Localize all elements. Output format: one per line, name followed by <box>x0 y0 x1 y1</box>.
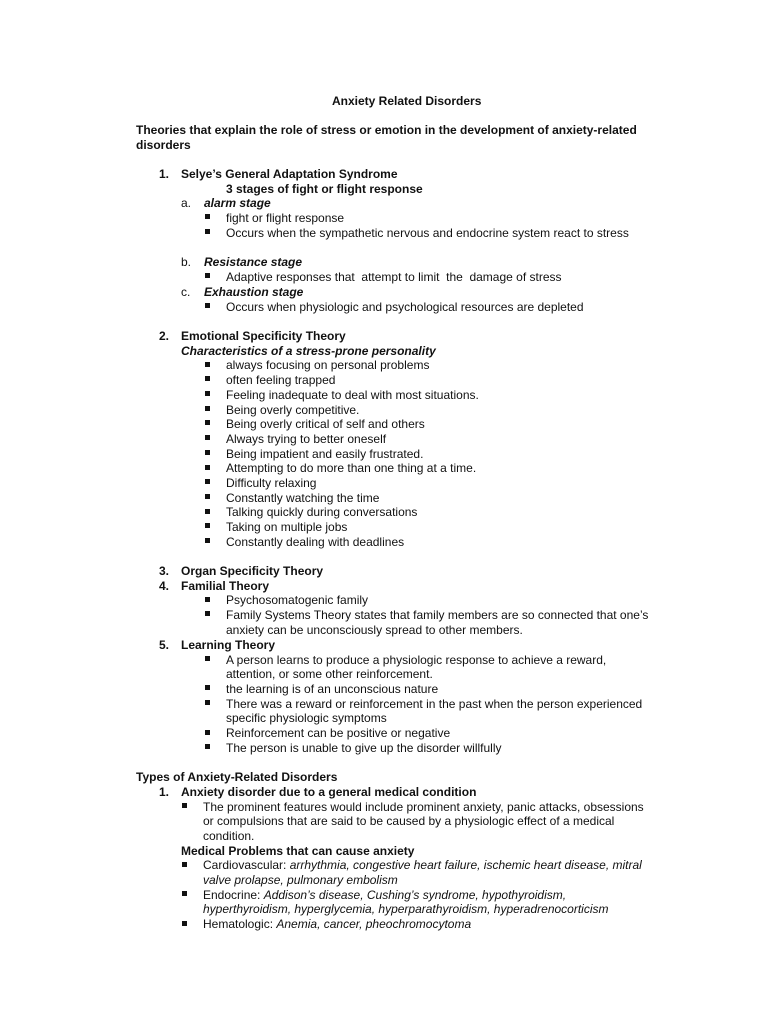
list-item: Occurs when the sympathetic nervous and endocrine system react to stress <box>226 226 629 240</box>
bullet-icon <box>205 700 210 705</box>
list-item: Adaptive responses that attempt to limit the damage of stress <box>226 270 562 284</box>
stage-letter: a. <box>181 196 192 210</box>
list-item <box>203 858 642 873</box>
list-item-continuation: valve prolapse, pulmonary embolism <box>203 873 398 887</box>
item-label: Hematologic: <box>203 917 277 931</box>
bullet-icon <box>205 450 210 455</box>
list-item-continuation: hyperthyroidism, hyperglycemia, hyperparathyroidism, hyperadrenocorticism <box>203 902 609 916</box>
theory-title: Emotional Specificity Theory <box>181 329 346 343</box>
bullet-icon <box>205 538 210 543</box>
bullet-icon <box>205 420 210 425</box>
list-item: Attempting to do more than one thing at a time. <box>226 461 477 475</box>
bullet-icon <box>205 494 210 499</box>
bullet-icon <box>205 656 210 661</box>
list-item: Constantly dealing with deadlines <box>226 535 405 549</box>
list-item: Talking quickly during conversations <box>226 505 418 519</box>
item-detail: arrhythmia, congestive heart failure, ischemic heart disease, mitral <box>289 858 642 872</box>
bullet-icon <box>182 803 187 808</box>
list-item: Feeling inadequate to deal with most situations. <box>226 388 479 402</box>
item-detail: Addison’s disease, Cushing’s syndrome, hypothyroidism, <box>263 888 567 902</box>
list-item-continuation: specific physiologic symptoms <box>226 711 387 725</box>
bullet-icon <box>205 435 210 440</box>
bullet-icon <box>205 229 210 234</box>
page-title: Anxiety Related Disorders <box>332 94 482 108</box>
bullet-icon <box>205 273 210 278</box>
stage-letter: b. <box>181 255 192 269</box>
bullet-icon <box>205 611 210 616</box>
subsection-heading: Medical Problems that can cause anxiety <box>181 844 415 858</box>
list-item: The prominent features would include prominent anxiety, panic attacks, obsessions <box>203 800 644 814</box>
bullet-icon <box>205 744 210 749</box>
stage-name: Exhaustion stage <box>204 285 304 299</box>
item-detail: Anemia, cancer, pheochromocytoma <box>276 917 472 931</box>
list-item: A person learns to produce a physiologic response to achieve a reward, <box>226 653 607 667</box>
item-label: Cardiovascular: <box>203 858 290 872</box>
bullet-icon <box>182 862 187 867</box>
list-item <box>203 888 566 903</box>
list-item-continuation: or compulsions that are said to be caused by a physiologic effect of a medical <box>203 814 615 828</box>
list-item: Being impatient and easily frustrated. <box>226 447 424 461</box>
theory-subtitle: Characteristics of a stress-prone personality <box>181 344 436 358</box>
list-item: Reinforcement can be positive or negative <box>226 726 451 740</box>
list-item: fight or flight response <box>226 211 345 225</box>
theory-title: Familial Theory <box>181 579 270 593</box>
list-number: 2. <box>159 329 170 343</box>
theory-subtitle: 3 stages of fight or flight response <box>226 182 423 196</box>
bullet-icon <box>205 479 210 484</box>
list-item: Constantly watching the time <box>226 491 380 505</box>
section-heading: Types of Anxiety-Related Disorders <box>136 770 338 784</box>
disorder-title: Anxiety disorder due to a general medical condition <box>181 785 477 799</box>
list-item: Difficulty relaxing <box>226 476 317 490</box>
list-number: 4. <box>159 579 170 593</box>
bullet-icon <box>205 509 210 514</box>
theory-title: Organ Specificity Theory <box>181 564 324 578</box>
intro-heading-line2: disorders <box>136 138 191 152</box>
list-number: 5. <box>159 638 170 652</box>
bullet-icon <box>205 597 210 602</box>
list-item: Occurs when physiologic and psychological resources are depleted <box>226 300 584 314</box>
list-item: Family Systems Theory states that family members are so connected that one’s <box>226 608 649 622</box>
list-item: Being overly critical of self and others <box>226 417 425 431</box>
stage-letter: c. <box>181 285 191 299</box>
bullet-icon <box>205 406 210 411</box>
list-item: often feeling trapped <box>226 373 336 387</box>
list-item-continuation: condition. <box>203 829 255 843</box>
bullet-icon <box>205 685 210 690</box>
bullet-icon <box>205 362 210 367</box>
bullet-icon <box>205 465 210 470</box>
bullet-icon <box>205 523 210 528</box>
bullet-icon <box>205 730 210 735</box>
bullet-icon <box>205 376 210 381</box>
list-item: always focusing on personal problems <box>226 358 430 372</box>
list-item-continuation: attention, or some other reinforcement. <box>226 667 433 681</box>
list-number: 3. <box>159 564 170 578</box>
intro-heading-line1: Theories that explain the role of stress or emotion in the development of anxiety-related <box>136 123 637 137</box>
bullet-icon <box>205 391 210 396</box>
theory-title: Learning Theory <box>181 638 276 652</box>
list-number: 1. <box>159 167 170 181</box>
list-number: 1. <box>159 785 170 799</box>
list-item <box>203 917 471 932</box>
bullet-icon <box>205 214 210 219</box>
list-item: the learning is of an unconscious nature <box>226 682 439 696</box>
list-item: There was a reward or reinforcement in the past when the person experienced <box>226 697 643 711</box>
list-item: Taking on multiple jobs <box>226 520 348 534</box>
bullet-icon <box>182 921 187 926</box>
list-item: Being overly competitive. <box>226 403 360 417</box>
item-label: Endocrine: <box>203 888 264 902</box>
theory-title: Selye’s General Adaptation Syndrome <box>181 167 398 181</box>
stage-name: Resistance stage <box>204 255 303 269</box>
list-item-continuation: anxiety can be unconsciously spread to other members. <box>226 623 523 637</box>
bullet-icon <box>182 891 187 896</box>
list-item: The person is unable to give up the disorder willfully <box>226 741 502 755</box>
stage-name: alarm stage <box>204 196 271 210</box>
list-item: Always trying to better oneself <box>226 432 387 446</box>
bullet-icon <box>205 303 210 308</box>
list-item: Psychosomatogenic family <box>226 593 369 607</box>
